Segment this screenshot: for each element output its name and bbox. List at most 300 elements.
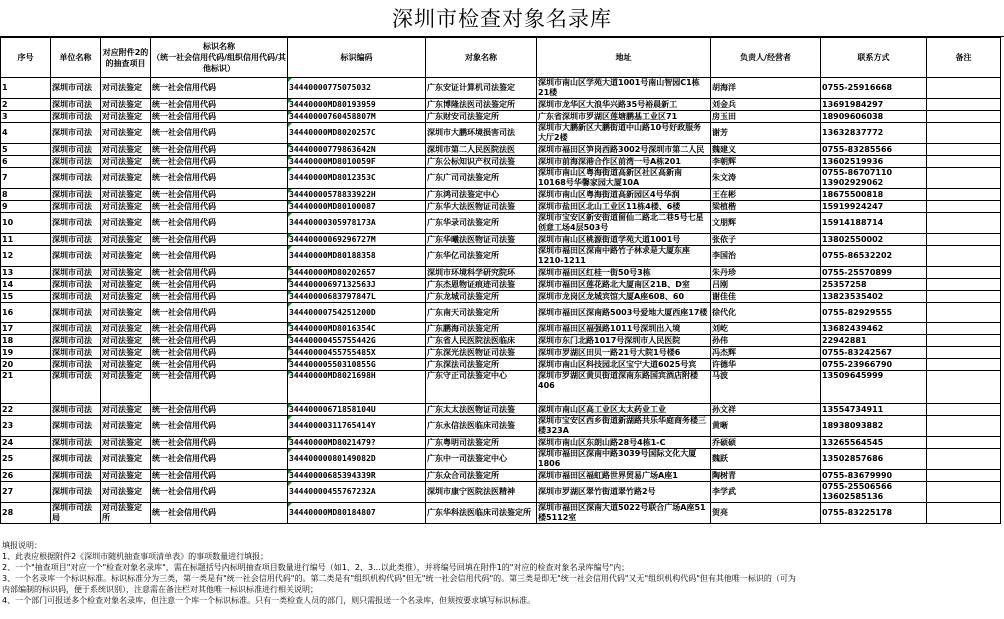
row-address[interactable]: 深圳市龙华区大浪华兴路35号裕晨新工	[537, 99, 711, 111]
row-id-name[interactable]: 统一社会信用代码	[151, 371, 288, 404]
table-row	[1, 234, 1001, 246]
row-seq[interactable]: 6	[1, 156, 51, 168]
row-remark[interactable]	[927, 234, 1001, 246]
row-id-code[interactable]: 34440000775075032	[288, 78, 426, 99]
row-id-name[interactable]: 统一社会信用代码	[151, 303, 288, 323]
row-id-name[interactable]: 统一社会信用代码	[151, 234, 288, 246]
row-address[interactable]: 深圳市南山区粤海街道高新园区4号华润	[537, 189, 711, 201]
row-contact[interactable]: 13554734911	[821, 404, 927, 416]
row-person[interactable]: 徐代化	[711, 303, 821, 323]
row-person[interactable]: 李国治	[711, 246, 821, 267]
row-address[interactable]: 深圳市福田区红桂一街50号3栋	[537, 267, 711, 279]
row-remark[interactable]	[927, 291, 1001, 303]
row-contact[interactable]: 0755-83242567	[821, 347, 927, 359]
row-unit[interactable]: 深圳市司法	[51, 78, 101, 99]
row-object-name[interactable]: 广东华录司法鉴定所	[426, 213, 537, 234]
row-id-code[interactable]: 34440000455767232A	[288, 482, 426, 503]
row-person[interactable]: 梁植楷	[711, 201, 821, 213]
row-seq[interactable]: 13	[1, 267, 51, 279]
row-unit[interactable]: 深圳市司法	[51, 347, 101, 359]
note-1: 1、此表应根据附件2《深圳市随机抽查事项清单表》的事项数量进行填报；	[2, 552, 269, 561]
row-remark[interactable]	[927, 449, 1001, 470]
row-unit[interactable]: 深圳市司法	[51, 99, 101, 111]
row-remark[interactable]	[927, 168, 1001, 189]
row-contact[interactable]: 0755-86707110 13902929062	[821, 168, 927, 189]
row-unit[interactable]: 深圳市司法	[51, 123, 101, 144]
row-id-code[interactable]: 34440000550310855G	[288, 359, 426, 371]
row-seq[interactable]: 9	[1, 201, 51, 213]
notes-heading: 填报说明：	[2, 541, 42, 550]
note-3: 3、一个名录库一个标识标准。标识标准分为三类，第一类是有"统一社会信用代码"的。第二类是有"组织机构代码"但无"统一社会信用代码"的。第三类是即无"统一社会信用代码"又无"组织机构代码"但有其他唯一标识的（可为	[2, 574, 796, 583]
row-object-name[interactable]: 广东众合司法鉴定所	[426, 470, 537, 482]
row-object-name[interactable]: 广东深法司法鉴定所	[426, 359, 537, 371]
row-object-name[interactable]: 广东华科法医临床司法鉴定所	[426, 503, 537, 524]
row-remark[interactable]	[927, 267, 1001, 279]
row-person[interactable]: 吕刚	[711, 279, 821, 291]
row-contact[interactable]: 13823535402	[821, 291, 927, 303]
row-check-item[interactable]: 对司法鉴定	[101, 470, 151, 482]
row-seq[interactable]: 3	[1, 111, 51, 123]
row-unit[interactable]: 深圳市司法	[51, 213, 101, 234]
row-address[interactable]: 深圳市福田区深南大道5022号联合广场A座51楼5112室	[537, 503, 711, 524]
row-id-code[interactable]: 34440000MD80188358	[288, 246, 426, 267]
row-id-code[interactable]: 34440000683797847L	[288, 291, 426, 303]
row-seq[interactable]: 15	[1, 291, 51, 303]
row-seq[interactable]: 7	[1, 168, 51, 189]
row-contact[interactable]: 13509645999	[821, 371, 927, 404]
row-seq[interactable]: 24	[1, 437, 51, 449]
table-row	[1, 123, 1001, 144]
row-check-item[interactable]: 对司法鉴定	[101, 267, 151, 279]
row-object-name[interactable]: 广东华亿司法鉴定所	[426, 246, 537, 267]
row-object-name[interactable]: 广东安证计算机司法鉴定	[426, 78, 537, 99]
row-check-item[interactable]: 对司法鉴定	[101, 291, 151, 303]
row-address[interactable]: 深圳市福田区福虹路世界贸易广场A座1	[537, 470, 711, 482]
row-object-name[interactable]: 广东鸿司法鉴定中心	[426, 189, 537, 201]
row-address[interactable]: 深圳市福田区笋岗西路3002号深圳市第二人民	[537, 144, 711, 156]
row-seq[interactable]: 17	[1, 323, 51, 335]
row-check-item[interactable]: 对司法鉴定	[101, 201, 151, 213]
row-unit[interactable]: 深圳市司法	[51, 291, 101, 303]
row-contact[interactable]: 0755-23966790	[821, 359, 927, 371]
row-remark[interactable]	[927, 156, 1001, 168]
table-row	[1, 347, 1001, 359]
row-object-name[interactable]: 广东深光法医物证司法鉴	[426, 347, 537, 359]
row-seq[interactable]: 23	[1, 416, 51, 437]
table-row	[1, 267, 1001, 279]
row-check-item[interactable]: 对司法鉴定	[101, 279, 151, 291]
row-seq[interactable]: 5	[1, 144, 51, 156]
row-unit[interactable]: 深圳市司法	[51, 335, 101, 347]
row-check-item[interactable]: 对司法鉴定	[101, 78, 151, 99]
row-seq[interactable]: 28	[1, 503, 51, 524]
row-check-item[interactable]: 对司法鉴定	[101, 156, 151, 168]
row-id-name[interactable]: 统一社会信用代码	[151, 482, 288, 503]
row-id-code[interactable]: 34440000MD8016354C	[288, 323, 426, 335]
row-object-name[interactable]: 广东省人民医院法医临床	[426, 335, 537, 347]
row-address[interactable]: 广东省深圳市罗湖区莲塘鹏基工业区71	[537, 111, 711, 123]
row-address[interactable]: 深圳市宝安区西乡街道新湖路共乐华庭商务楼三楼323A	[537, 416, 711, 437]
table-row	[1, 404, 1001, 416]
row-unit[interactable]: 深圳市司法	[51, 246, 101, 267]
row-person[interactable]: 刘金兵	[711, 99, 821, 111]
row-unit[interactable]: 深圳市司法	[51, 111, 101, 123]
row-seq[interactable]: 18	[1, 335, 51, 347]
row-object-name[interactable]: 广东财安司法鉴定所	[426, 111, 537, 123]
row-id-name[interactable]: 统一社会信用代码	[151, 246, 288, 267]
row-id-code[interactable]: 34440000697132563J	[288, 279, 426, 291]
row-object-name[interactable]: 广东华曦法医物证司法鉴	[426, 234, 537, 246]
row-object-name[interactable]: 深圳市大鹏环境损害司法	[426, 123, 537, 144]
row-remark[interactable]	[927, 201, 1001, 213]
row-id-code[interactable]: 34440000MD8010059F	[288, 156, 426, 168]
header-obj-name: 对象名称	[426, 38, 537, 78]
row-id-code[interactable]: 34440000MD8021479?	[288, 437, 426, 449]
row-person[interactable]: 刘屹	[711, 323, 821, 335]
row-id-name[interactable]: 统一社会信用代码	[151, 470, 288, 482]
row-remark[interactable]	[927, 416, 1001, 437]
row-remark[interactable]	[927, 213, 1001, 234]
row-check-item[interactable]: 对司法鉴定所	[101, 503, 151, 524]
row-check-item[interactable]: 对司法鉴定	[101, 213, 151, 234]
header-address: 地址	[537, 38, 711, 78]
row-seq[interactable]: 10	[1, 213, 51, 234]
row-remark[interactable]	[927, 144, 1001, 156]
row-seq[interactable]: 8	[1, 189, 51, 201]
row-address[interactable]: 深圳市南山区高工业区太太药业工业	[537, 404, 711, 416]
row-contact[interactable]: 25357258	[821, 279, 927, 291]
row-id-name[interactable]: 统一社会信用代码	[151, 503, 288, 524]
row-id-name[interactable]: 统一社会信用代码	[151, 213, 288, 234]
row-seq[interactable]: 21	[1, 371, 51, 404]
row-contact[interactable]: 0755-83679990	[821, 470, 927, 482]
row-object-name[interactable]: 广东杰恩物证痕迹司法鉴	[426, 279, 537, 291]
row-seq[interactable]: 20	[1, 359, 51, 371]
row-id-code[interactable]: 34440000305978173A	[288, 213, 426, 234]
table-row	[1, 156, 1001, 168]
row-id-code[interactable]: 34440000760458807M	[288, 111, 426, 123]
row-check-item[interactable]: 对司法鉴定	[101, 99, 151, 111]
row-id-name[interactable]: 统一社会信用代码	[151, 189, 288, 201]
row-contact[interactable]: 13502857686	[821, 449, 927, 470]
row-id-code[interactable]: 34440000MD80184807	[288, 503, 426, 524]
row-person[interactable]: 魏建义	[711, 144, 821, 156]
row-check-item[interactable]: 对司法鉴定	[101, 437, 151, 449]
row-unit[interactable]: 深圳市司法	[51, 416, 101, 437]
row-check-item[interactable]: 对司法鉴定	[101, 189, 151, 201]
row-object-name[interactable]: 深圳市环境科学研究院环	[426, 267, 537, 279]
row-id-name[interactable]: 统一社会信用代码	[151, 78, 288, 99]
row-object-name[interactable]: 广东龙城司法鉴定所	[426, 291, 537, 303]
row-address[interactable]: 深圳市罗湖区黄贝街道深南东路国宾酒店附楼406	[537, 371, 711, 404]
row-check-item[interactable]: 对司法鉴定	[101, 168, 151, 189]
row-id-name[interactable]: 统一社会信用代码	[151, 267, 288, 279]
row-unit[interactable]: 深圳市司法	[51, 279, 101, 291]
row-address[interactable]: 深圳市罗湖区翠竹街道翠竹路2号	[537, 482, 711, 503]
row-object-name[interactable]: 深圳市第二人民医院法医	[426, 144, 537, 156]
row-person[interactable]: 许德华	[711, 359, 821, 371]
row-unit[interactable]: 深圳市司法	[51, 359, 101, 371]
row-address[interactable]: 深圳市南山区东朗山路28号4栋1-C	[537, 437, 711, 449]
row-contact[interactable]: 15914188714	[821, 213, 927, 234]
row-person[interactable]: 张依子	[711, 234, 821, 246]
row-id-code[interactable]: 34440000MD8021698H	[288, 371, 426, 404]
row-person[interactable]: 文朋辉	[711, 213, 821, 234]
row-remark[interactable]	[927, 359, 1001, 371]
row-id-name[interactable]: 统一社会信用代码	[151, 201, 288, 213]
row-address[interactable]: 深圳市福田区莲花路北大厦南区21B、D室	[537, 279, 711, 291]
row-seq[interactable]: 22	[1, 404, 51, 416]
row-person[interactable]: 陶树青	[711, 470, 821, 482]
row-id-name[interactable]: 统一社会信用代码	[151, 359, 288, 371]
row-contact[interactable]: 0755-25506566 13602585136	[821, 482, 927, 503]
row-contact[interactable]: 18675500818	[821, 189, 927, 201]
row-remark[interactable]	[927, 371, 1001, 404]
row-seq[interactable]: 19	[1, 347, 51, 359]
row-address[interactable]: 深圳市南山区桃源街道学苑大道1001号	[537, 234, 711, 246]
row-id-code[interactable]: 34440000779863642N	[288, 144, 426, 156]
row-contact[interactable]: 22942881	[821, 335, 927, 347]
row-id-name[interactable]: 统一社会信用代码	[151, 323, 288, 335]
row-seq[interactable]: 4	[1, 123, 51, 144]
row-seq[interactable]: 2	[1, 99, 51, 111]
row-id-name[interactable]: 统一社会信用代码	[151, 156, 288, 168]
row-contact[interactable]: 18938093882	[821, 416, 927, 437]
row-contact[interactable]: 0755-25570899	[821, 267, 927, 279]
row-address[interactable]: 深圳市大鹏新区大鹏街道中山路10号好政服务大厅2楼	[537, 123, 711, 144]
row-remark[interactable]	[927, 78, 1001, 99]
row-address[interactable]: 深圳市南山区科技园北区宝宁大道6025号宾	[537, 359, 711, 371]
row-person[interactable]: 孙伟	[711, 335, 821, 347]
row-unit[interactable]: 深圳市司法	[51, 470, 101, 482]
row-check-item[interactable]: 对司法鉴定	[101, 371, 151, 404]
row-remark[interactable]	[927, 482, 1001, 503]
row-remark[interactable]	[927, 303, 1001, 323]
row-check-item[interactable]: 对司法鉴定	[101, 111, 151, 123]
row-contact[interactable]: 15919924247	[821, 201, 927, 213]
row-person[interactable]: 朱文涛	[711, 168, 821, 189]
row-check-item[interactable]: 对司法鉴定	[101, 449, 151, 470]
row-id-name[interactable]: 统一社会信用代码	[151, 404, 288, 416]
row-unit[interactable]: 深圳市司法	[51, 449, 101, 470]
row-address[interactable]: 深圳市盐田区北山工业区11栋4楼、6楼	[537, 201, 711, 213]
row-id-name[interactable]: 统一社会信用代码	[151, 168, 288, 189]
row-object-name[interactable]: 广东华大法医物证司法鉴	[426, 201, 537, 213]
row-id-code[interactable]: 34440000455755442G	[288, 335, 426, 347]
row-id-code[interactable]: 34440000MD80100087	[288, 201, 426, 213]
row-person[interactable]: 孙文祥	[711, 404, 821, 416]
row-address[interactable]: 深圳市福田区福强路1011号深圳出入境	[537, 323, 711, 335]
row-unit[interactable]: 深圳市司法	[51, 189, 101, 201]
row-person[interactable]: 黄晰	[711, 416, 821, 437]
row-person[interactable]: 贺亮	[711, 503, 821, 524]
row-contact[interactable]: 0755-83225178	[821, 503, 927, 524]
row-object-name[interactable]: 广东公标知识产权司法鉴	[426, 156, 537, 168]
row-address[interactable]: 深圳市福田区深南中路竹子林求是大厦东座1210-1211	[537, 246, 711, 267]
row-object-name[interactable]: 广东博隆法医司法鉴定所	[426, 99, 537, 111]
row-id-code[interactable]: 34440000578833922H	[288, 189, 426, 201]
row-object-name[interactable]: 广东守正司法鉴定中心	[426, 371, 537, 404]
table-row	[1, 99, 1001, 111]
row-seq[interactable]: 1	[1, 78, 51, 99]
header-unit: 单位名称	[51, 38, 101, 78]
row-object-name[interactable]: 广东粤明司法鉴定所	[426, 437, 537, 449]
table-row	[1, 78, 1001, 99]
row-id-code[interactable]: 34440000080149082D	[288, 449, 426, 470]
row-remark[interactable]	[927, 335, 1001, 347]
row-contact[interactable]: 13265564545	[821, 437, 927, 449]
row-check-item[interactable]: 对司法鉴定	[101, 416, 151, 437]
row-object-name[interactable]: 广东南天司法鉴定所	[426, 303, 537, 323]
row-person[interactable]: 王在彬	[711, 189, 821, 201]
row-remark[interactable]	[927, 323, 1001, 335]
row-address[interactable]: 深圳市东门北路1017号深圳市人民医院	[537, 335, 711, 347]
row-id-code[interactable]: 34440000455755485X	[288, 347, 426, 359]
row-address[interactable]: 深圳市宝安区新安街道留仙二路北二巷5号七星创意工场4层503号	[537, 213, 711, 234]
row-remark[interactable]	[927, 503, 1001, 524]
row-object-name[interactable]: 广东太太法医物证司法鉴	[426, 404, 537, 416]
row-id-name[interactable]: 统一社会信用代码	[151, 449, 288, 470]
table-row	[1, 111, 1001, 123]
row-address[interactable]: 深圳市南山区粤海街道高新区社区高新南10168号华馨家园大厦10A	[537, 168, 711, 189]
row-unit[interactable]: 深圳市司法	[51, 404, 101, 416]
row-person[interactable]: 胡海洋	[711, 78, 821, 99]
row-id-name[interactable]: 统一社会信用代码	[151, 437, 288, 449]
row-check-item[interactable]: 对司法鉴定	[101, 234, 151, 246]
row-contact[interactable]: 13632837772	[821, 123, 927, 144]
row-id-code[interactable]: 34440000754251200D	[288, 303, 426, 323]
row-id-name[interactable]: 统一社会信用代码	[151, 416, 288, 437]
row-contact[interactable]: 13802550002	[821, 234, 927, 246]
row-check-item[interactable]: 对司法鉴定	[101, 323, 151, 335]
row-check-item[interactable]: 对司法鉴定	[101, 335, 151, 347]
registry-table	[0, 37, 1001, 524]
row-remark[interactable]	[927, 404, 1001, 416]
row-id-name[interactable]: 统一社会信用代码	[151, 123, 288, 144]
row-id-name[interactable]: 统一社会信用代码	[151, 347, 288, 359]
row-address[interactable]: 深圳市龙岗区龙城宾馆大厦A座608、60	[537, 291, 711, 303]
row-id-name[interactable]: 统一社会信用代码	[151, 279, 288, 291]
row-check-item[interactable]: 对司法鉴定	[101, 303, 151, 323]
row-person[interactable]: 房玉田	[711, 111, 821, 123]
row-remark[interactable]	[927, 246, 1001, 267]
row-check-item[interactable]: 对司法鉴定	[101, 246, 151, 267]
row-id-name[interactable]: 统一社会信用代码	[151, 111, 288, 123]
row-id-code[interactable]: 34440000MD8012353C	[288, 168, 426, 189]
row-unit[interactable]: 深圳市司法	[51, 371, 101, 404]
header-id-name: 标识名称 （统一社会信用代码/组织信用代码/其他标识）	[151, 38, 288, 78]
header-seq: 序号	[1, 38, 51, 78]
row-unit[interactable]: 深圳市司法	[51, 267, 101, 279]
row-object-name[interactable]: 广东永信法医临床司法鉴	[426, 416, 537, 437]
row-seq[interactable]: 14	[1, 279, 51, 291]
row-remark[interactable]	[927, 111, 1001, 123]
row-unit[interactable]: 深圳市司法	[51, 201, 101, 213]
row-address[interactable]: 深圳市南山区学苑大道1001号南山智园C1栋21楼	[537, 78, 711, 99]
row-remark[interactable]	[927, 347, 1001, 359]
row-object-name[interactable]: 深圳市康宁医院法医精神	[426, 482, 537, 503]
row-contact[interactable]: 0755-25916668	[821, 78, 927, 99]
row-seq[interactable]: 25	[1, 449, 51, 470]
row-person[interactable]: 马波	[711, 371, 821, 404]
row-address[interactable]: 深圳市前海深港合作区前湾一号A栋201	[537, 156, 711, 168]
row-address[interactable]: 深圳市罗湖区田贝一路21号大院1号楼6	[537, 347, 711, 359]
row-person[interactable]: 乔硕硕	[711, 437, 821, 449]
row-unit[interactable]: 深圳市司法	[51, 144, 101, 156]
row-person[interactable]: 魏跃	[711, 449, 821, 470]
row-remark[interactable]	[927, 189, 1001, 201]
row-check-item[interactable]: 对司法鉴定	[101, 123, 151, 144]
row-object-name[interactable]: 广东中一司法鉴定中心	[426, 449, 537, 470]
row-unit[interactable]: 深圳市司法	[51, 482, 101, 503]
row-id-code[interactable]: 34440000MD80193959	[288, 99, 426, 111]
row-seq[interactable]: 26	[1, 470, 51, 482]
row-unit[interactable]: 深圳市司法	[51, 303, 101, 323]
row-person[interactable]: 李朝辉	[711, 156, 821, 168]
row-address[interactable]: 深圳市福田区深南路5003号爱地大厦西座17楼	[537, 303, 711, 323]
row-id-name[interactable]: 统一社会信用代码	[151, 291, 288, 303]
row-seq[interactable]: 11	[1, 234, 51, 246]
row-contact[interactable]: 0755-83285566	[821, 144, 927, 156]
row-remark[interactable]	[927, 437, 1001, 449]
row-remark[interactable]	[927, 123, 1001, 144]
row-id-name[interactable]: 统一社会信用代码	[151, 99, 288, 111]
row-id-code[interactable]: 34440000MD80202657	[288, 267, 426, 279]
row-address[interactable]: 深圳市福田区深南中路3039号国际文化大厦1806	[537, 449, 711, 470]
row-id-code[interactable]: 34440000MD8020257C	[288, 123, 426, 144]
row-check-item[interactable]: 对司法鉴定	[101, 404, 151, 416]
row-object-name[interactable]: 广东广司司法鉴定所	[426, 168, 537, 189]
row-id-name[interactable]: 统一社会信用代码	[151, 335, 288, 347]
row-check-item[interactable]: 对司法鉴定	[101, 144, 151, 156]
row-check-item[interactable]: 对司法鉴定	[101, 359, 151, 371]
row-unit[interactable]: 深圳市司法	[51, 234, 101, 246]
row-id-code[interactable]: 34440000311765414Y	[288, 416, 426, 437]
row-unit[interactable]: 深圳市司法局	[51, 503, 101, 524]
row-seq[interactable]: 27	[1, 482, 51, 503]
row-contact[interactable]: 18909606038	[821, 111, 927, 123]
row-seq[interactable]: 16	[1, 303, 51, 323]
row-remark[interactable]	[927, 279, 1001, 291]
row-unit[interactable]: 深圳市司法	[51, 323, 101, 335]
row-id-code[interactable]: 34440000069296727M	[288, 234, 426, 246]
table-row	[1, 291, 1001, 303]
row-check-item[interactable]: 对司法鉴定	[101, 347, 151, 359]
row-person[interactable]: 冯杰辉	[711, 347, 821, 359]
row-contact[interactable]: 13691984297	[821, 99, 927, 111]
row-person[interactable]: 谢芳	[711, 123, 821, 144]
row-person[interactable]: 谢佳佳	[711, 291, 821, 303]
row-remark[interactable]	[927, 470, 1001, 482]
row-id-code[interactable]: 34440000671858104U	[288, 404, 426, 416]
row-unit[interactable]: 深圳市司法	[51, 156, 101, 168]
row-remark[interactable]	[927, 99, 1001, 111]
row-person[interactable]: 李学武	[711, 482, 821, 503]
row-seq[interactable]: 12	[1, 246, 51, 267]
row-id-name[interactable]: 统一社会信用代码	[151, 144, 288, 156]
row-id-code[interactable]: 34440000685394339R	[288, 470, 426, 482]
filling-notes	[2, 540, 1000, 606]
row-unit[interactable]: 深圳市司法	[51, 437, 101, 449]
row-contact[interactable]: 0755-82929555	[821, 303, 927, 323]
row-contact[interactable]: 13602519936	[821, 156, 927, 168]
row-person[interactable]: 朱丹珍	[711, 267, 821, 279]
row-check-item[interactable]: 对司法鉴定	[101, 482, 151, 503]
row-contact[interactable]: 0755-86532202	[821, 246, 927, 267]
row-contact[interactable]: 13682439462	[821, 323, 927, 335]
row-object-name[interactable]: 广东鹏海司法鉴定所	[426, 323, 537, 335]
row-unit[interactable]: 深圳市司法	[51, 168, 101, 189]
